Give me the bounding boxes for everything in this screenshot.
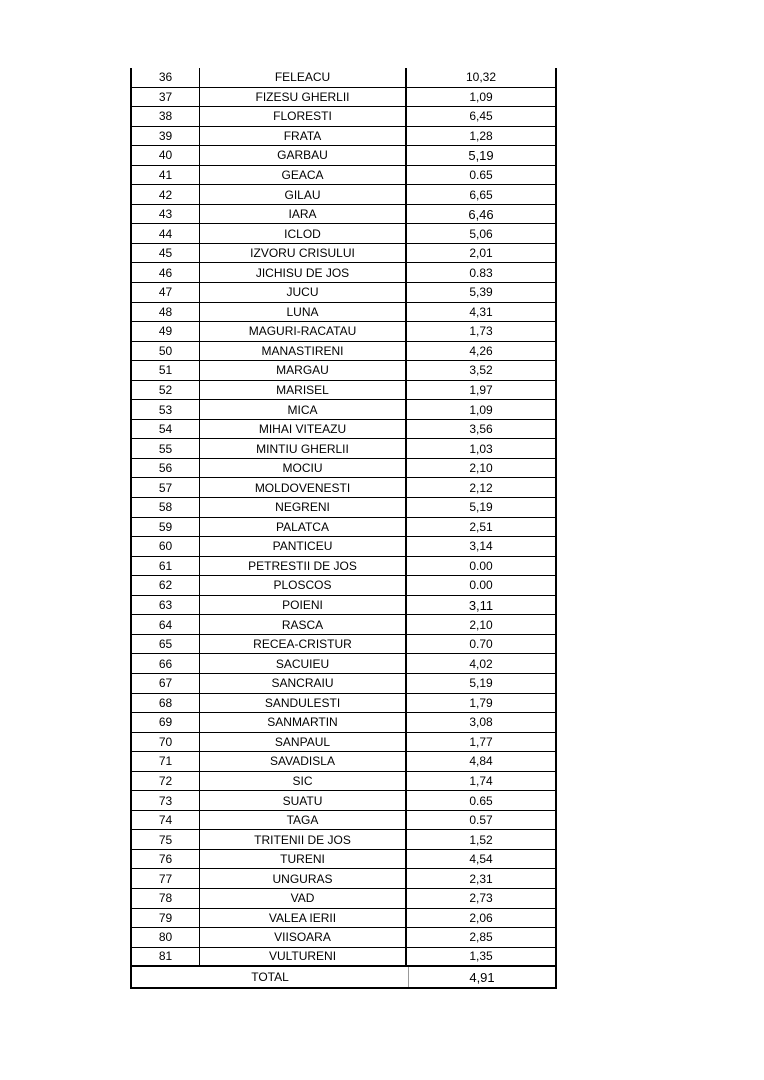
row-name: LUNA <box>200 303 407 322</box>
row-number: 51 <box>132 361 200 380</box>
row-number: 53 <box>132 400 200 419</box>
table-row <box>132 303 555 323</box>
row-name: SANCRAIU <box>200 674 407 693</box>
row-value: 1,28 <box>469 128 493 143</box>
row-name: IZVORU CRISULUI <box>200 244 407 263</box>
row-name: FELEACU <box>200 68 407 87</box>
row-name: GEACA <box>200 166 407 185</box>
table-row <box>132 635 555 655</box>
row-number: 79 <box>132 909 200 928</box>
row-number: 77 <box>132 869 200 888</box>
row-name: MICA <box>200 400 407 419</box>
total-label: TOTAL <box>132 967 409 987</box>
row-name: PALATCA <box>200 518 407 537</box>
row-number: 58 <box>132 498 200 517</box>
row-name: UNGURAS <box>200 869 407 888</box>
row-name: VAD <box>200 889 407 908</box>
row-value: 2,10 <box>469 617 493 632</box>
table-row <box>132 615 555 635</box>
row-number: 48 <box>132 303 200 322</box>
row-number: 78 <box>132 889 200 908</box>
row-name: MIHAI VITEAZU <box>200 420 407 439</box>
row-number: 44 <box>132 224 200 243</box>
row-number: 52 <box>132 381 200 400</box>
row-number: 67 <box>132 674 200 693</box>
table-row <box>132 400 555 420</box>
row-name: JUCU <box>200 283 407 302</box>
table-row <box>132 928 555 948</box>
row-number: 38 <box>132 107 200 126</box>
table-row <box>132 850 555 870</box>
row-name: SAVADISLA <box>200 752 407 771</box>
row-value: 4,26 <box>469 343 493 358</box>
table-row <box>132 127 555 147</box>
row-number: 70 <box>132 733 200 752</box>
row-value: 3,08 <box>469 715 493 730</box>
row-name: JICHISU DE JOS <box>200 263 407 282</box>
row-number: 49 <box>132 322 200 341</box>
row-number: 73 <box>132 791 200 810</box>
table-row <box>132 869 555 889</box>
row-number: 45 <box>132 244 200 263</box>
table-row <box>132 322 555 342</box>
total-value: 4,91 <box>469 969 495 985</box>
table-row <box>132 244 555 264</box>
row-value: 0.70 <box>469 637 493 652</box>
row-number: 63 <box>132 596 200 615</box>
table-row <box>132 654 555 674</box>
row-number: 50 <box>132 342 200 361</box>
row-value: 0.00 <box>469 558 493 573</box>
table-row <box>132 537 555 557</box>
table-row <box>132 576 555 596</box>
table-row <box>132 733 555 753</box>
row-name: MARGAU <box>200 361 407 380</box>
row-value: 4,54 <box>469 852 493 867</box>
row-name: FLORESTI <box>200 107 407 126</box>
row-value: 2,10 <box>469 461 493 476</box>
table-row <box>132 674 555 694</box>
row-value: 1,52 <box>469 832 493 847</box>
row-value: 6,45 <box>469 109 493 124</box>
table-row <box>132 88 555 108</box>
row-name: SANPAUL <box>200 733 407 752</box>
row-name: PETRESTII DE JOS <box>200 557 407 576</box>
row-name: SIC <box>200 772 407 791</box>
row-value: 2,85 <box>469 930 493 945</box>
row-number: 41 <box>132 166 200 185</box>
row-name: SACUIEU <box>200 654 407 673</box>
row-number: 43 <box>132 205 200 224</box>
row-number: 71 <box>132 752 200 771</box>
row-value: 6,65 <box>469 187 493 202</box>
row-number: 66 <box>132 654 200 673</box>
row-number: 75 <box>132 830 200 849</box>
table-row <box>132 381 555 401</box>
row-name: IARA <box>200 205 407 224</box>
row-value: 5,19 <box>468 147 494 163</box>
table-row <box>132 185 555 205</box>
total-row <box>132 967 555 987</box>
row-value: 2,12 <box>469 480 493 495</box>
row-name: FIZESU GHERLII <box>200 88 407 107</box>
row-name: PLOSCOS <box>200 576 407 595</box>
table-row <box>132 361 555 381</box>
row-name: NEGRENI <box>200 498 407 517</box>
row-value: 3,11 <box>468 597 494 613</box>
table-row <box>132 694 555 714</box>
row-value: 1,97 <box>469 383 493 398</box>
row-number: 76 <box>132 850 200 869</box>
row-value: 1,79 <box>469 695 493 710</box>
row-value: 4,02 <box>469 656 493 671</box>
row-name: TRITENII DE JOS <box>200 830 407 849</box>
row-number: 65 <box>132 635 200 654</box>
table-row <box>132 263 555 283</box>
row-number: 55 <box>132 439 200 458</box>
row-number: 80 <box>132 928 200 947</box>
row-value: 1,35 <box>469 949 493 964</box>
row-value: 3,14 <box>469 539 493 554</box>
table-row <box>132 518 555 538</box>
row-name: MANASTIRENI <box>200 342 407 361</box>
table-row <box>132 830 555 850</box>
row-number: 69 <box>132 713 200 732</box>
row-number: 60 <box>132 537 200 556</box>
table-row <box>132 459 555 479</box>
row-value: 5,19 <box>469 500 493 515</box>
row-number: 68 <box>132 694 200 713</box>
table-row <box>132 772 555 792</box>
row-value: 0.00 <box>469 578 493 593</box>
row-number: 37 <box>132 88 200 107</box>
table-body <box>132 68 555 967</box>
row-name: SUATU <box>200 791 407 810</box>
row-value: 1,03 <box>469 441 493 456</box>
row-number: 61 <box>132 557 200 576</box>
table-row <box>132 498 555 518</box>
table-row <box>132 283 555 303</box>
row-value: 5,39 <box>469 285 493 300</box>
table-row <box>132 791 555 811</box>
table-row <box>132 224 555 244</box>
row-name: MINTIU GHERLII <box>200 439 407 458</box>
row-value: 10,32 <box>465 70 497 85</box>
row-name: GARBAU <box>200 146 407 165</box>
row-value: 2,73 <box>469 891 493 906</box>
row-number: 36 <box>132 68 200 87</box>
row-name: MARISEL <box>200 381 407 400</box>
row-name: RECEA-CRISTUR <box>200 635 407 654</box>
row-value: 2,01 <box>469 246 493 261</box>
row-value: 6,46 <box>468 206 494 222</box>
row-name: VULTURENI <box>200 948 407 966</box>
row-value: 1,09 <box>469 89 493 104</box>
table-row <box>132 166 555 186</box>
row-value: 2,31 <box>469 871 493 886</box>
table-row <box>132 889 555 909</box>
row-name: MOCIU <box>200 459 407 478</box>
row-name: MAGURI-RACATAU <box>200 322 407 341</box>
table-row <box>132 439 555 459</box>
table-row <box>132 713 555 733</box>
row-name: MOLDOVENESTI <box>200 478 407 497</box>
row-value: 1,77 <box>469 734 493 749</box>
row-number: 57 <box>132 478 200 497</box>
table-row <box>132 811 555 831</box>
row-number: 47 <box>132 283 200 302</box>
row-number: 74 <box>132 811 200 830</box>
row-value: 4,84 <box>469 754 493 769</box>
table-row <box>132 205 555 225</box>
row-name: SANMARTIN <box>200 713 407 732</box>
table-row <box>132 557 555 577</box>
row-number: 56 <box>132 459 200 478</box>
row-value: 5,19 <box>469 676 493 691</box>
row-name: VALEA IERII <box>200 909 407 928</box>
table-row <box>132 146 555 166</box>
row-value: 3,52 <box>469 363 493 378</box>
row-value: 0.83 <box>469 265 493 280</box>
row-name: RASCA <box>200 615 407 634</box>
row-name: SANDULESTI <box>200 694 407 713</box>
row-name: POIENI <box>200 596 407 615</box>
row-name: VIISOARA <box>200 928 407 947</box>
table-row <box>132 909 555 929</box>
row-number: 64 <box>132 615 200 634</box>
row-value: 0.57 <box>469 813 493 828</box>
row-value: 1,74 <box>469 773 493 788</box>
row-name: TURENI <box>200 850 407 869</box>
row-number: 42 <box>132 185 200 204</box>
row-value: 1,73 <box>469 324 493 339</box>
row-value: 2,06 <box>469 910 493 925</box>
table-row <box>132 596 555 616</box>
row-value: 2,51 <box>469 519 493 534</box>
table-row <box>132 342 555 362</box>
row-value: 4,31 <box>469 304 493 319</box>
table-row <box>132 68 555 88</box>
data-table <box>130 68 557 989</box>
row-name: TAGA <box>200 811 407 830</box>
row-number: 72 <box>132 772 200 791</box>
row-number: 39 <box>132 127 200 146</box>
row-number: 81 <box>132 948 200 966</box>
row-value: 3,56 <box>469 422 493 437</box>
table-row <box>132 107 555 127</box>
row-value: 5,06 <box>469 226 493 241</box>
row-value: 0.65 <box>469 793 493 808</box>
row-number: 40 <box>132 146 200 165</box>
row-number: 59 <box>132 518 200 537</box>
row-number: 54 <box>132 420 200 439</box>
table-row <box>132 420 555 440</box>
row-name: ICLOD <box>200 224 407 243</box>
row-value: 1,09 <box>469 402 493 417</box>
table-row <box>132 948 555 968</box>
row-name: GILAU <box>200 185 407 204</box>
row-value: 0.65 <box>469 168 493 182</box>
table-row <box>132 752 555 772</box>
row-name: FRATA <box>200 127 407 146</box>
row-number: 62 <box>132 576 200 595</box>
row-name: PANTICEU <box>200 537 407 556</box>
row-number: 46 <box>132 263 200 282</box>
table-row <box>132 478 555 498</box>
